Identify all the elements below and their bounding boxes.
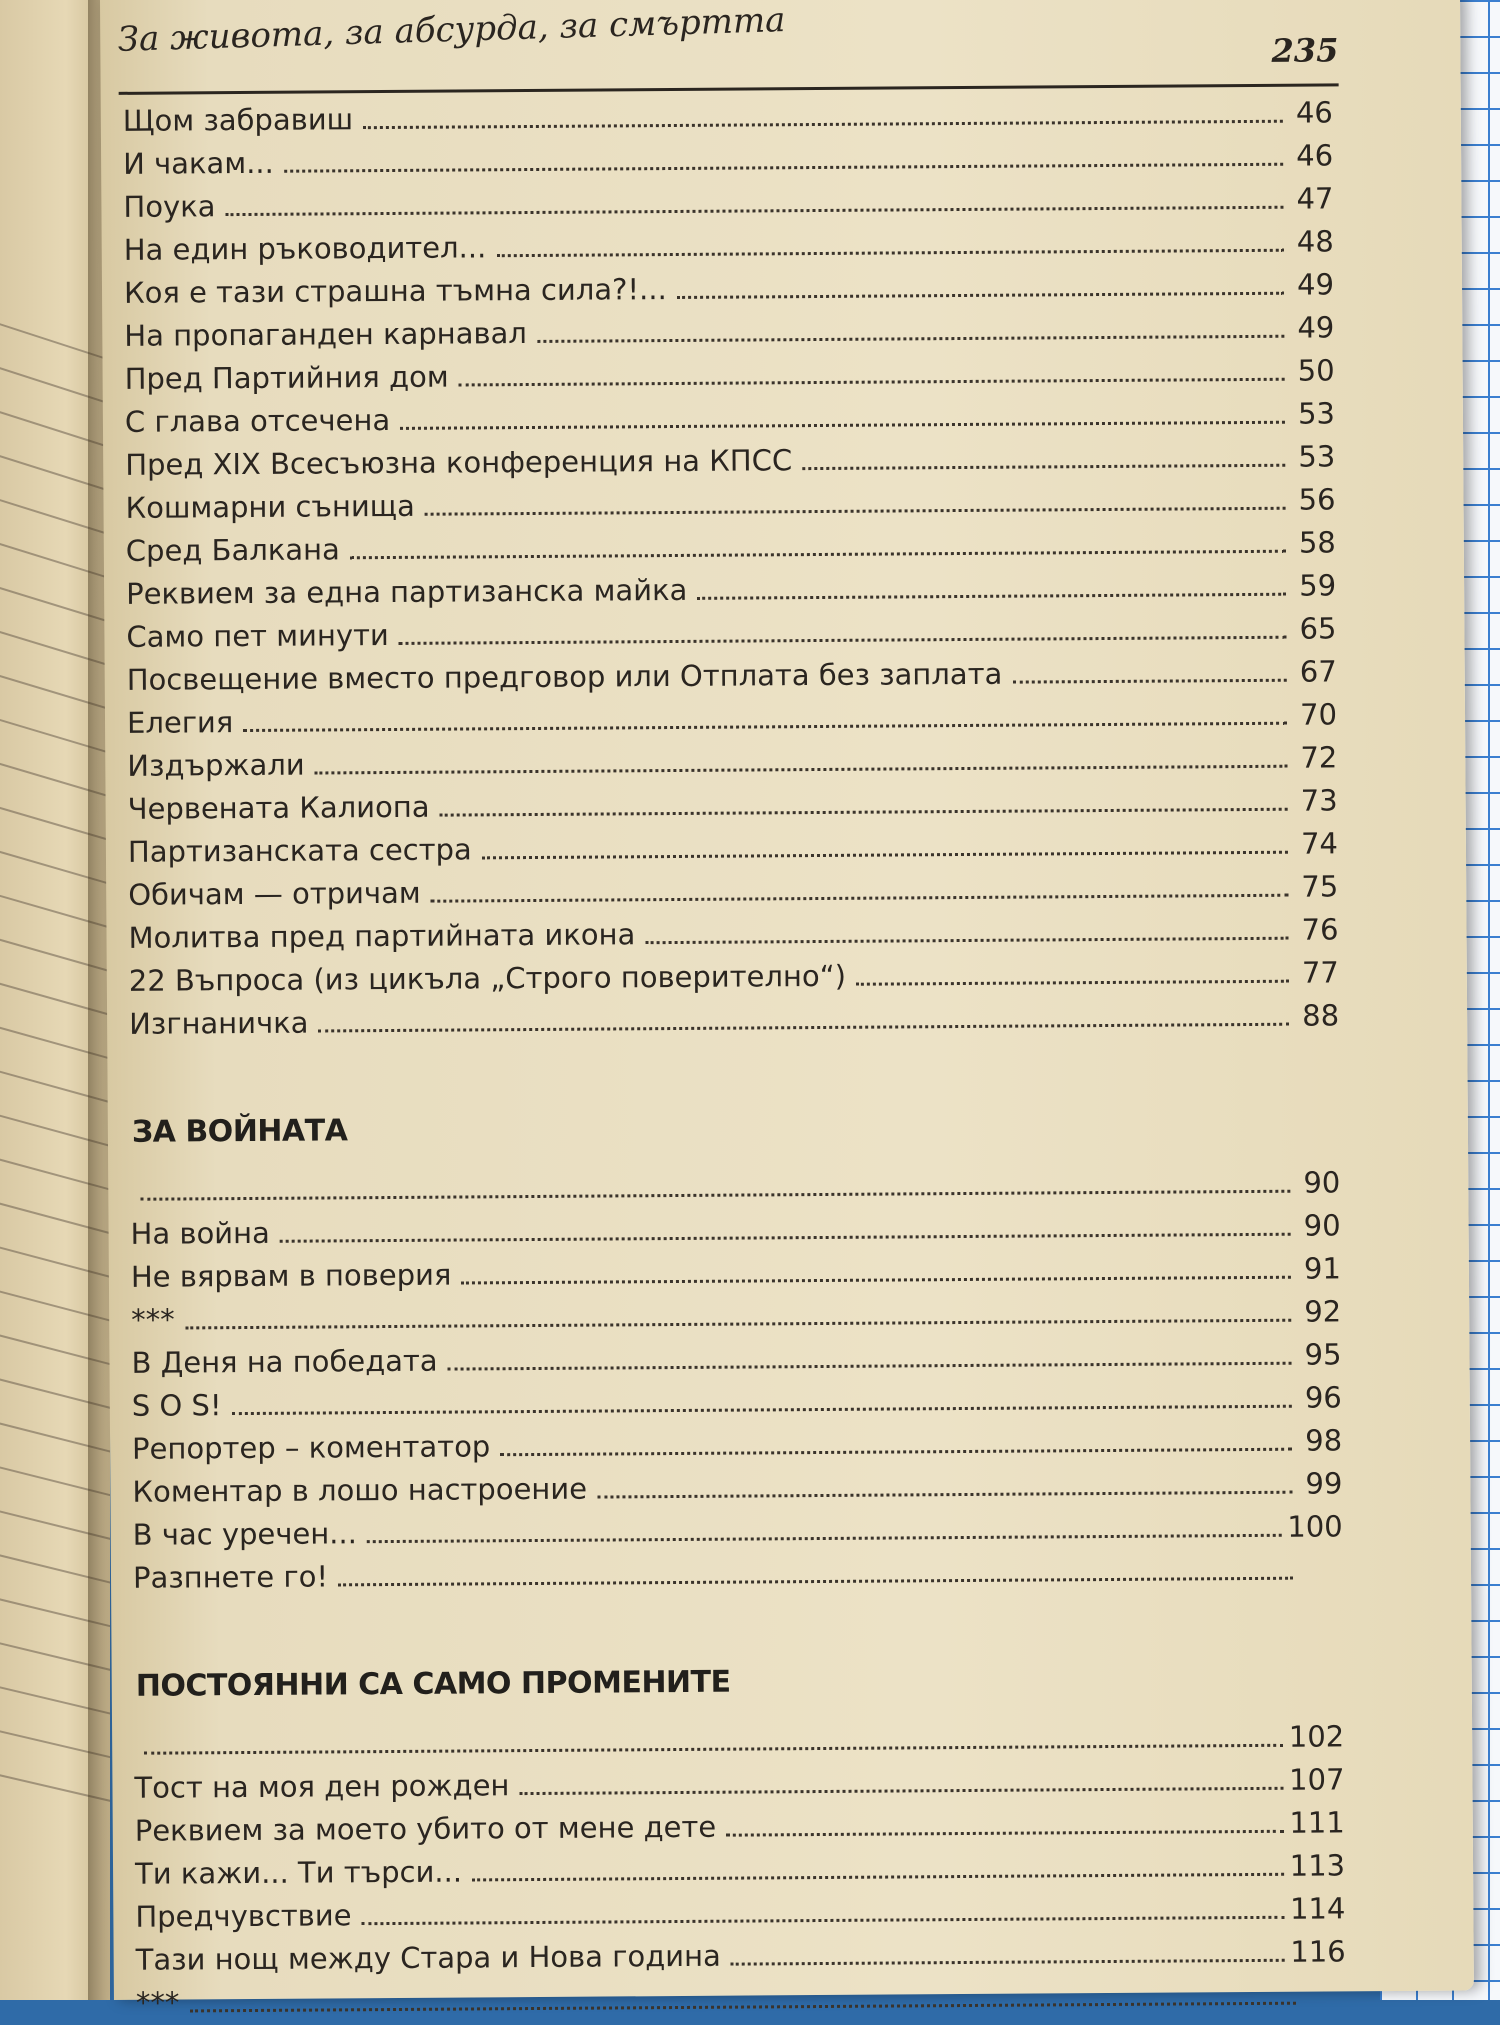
toc-entry-page: 65 (1286, 607, 1336, 650)
toc-entry-page: 47 (1283, 177, 1333, 220)
toc-entry-title: Червената Калиопа (128, 786, 440, 831)
toc-entry-title: Коя е тази страшна тъмна сила?!... (124, 268, 677, 315)
toc-entry-page: 49 (1284, 263, 1334, 306)
toc-entry-page: 53 (1285, 435, 1335, 478)
toc-entry-page: 98 (1292, 1419, 1342, 1462)
dot-leader (482, 851, 1288, 860)
dot-leader (338, 1577, 1293, 1587)
toc-entry-title: Обичам — отричам (128, 872, 431, 917)
dot-leader (597, 1491, 1292, 1499)
page-number: 235 (1271, 31, 1338, 69)
toc-entry-page: 114 (1284, 1887, 1346, 1930)
toc-entry-page: 95 (1291, 1333, 1341, 1376)
dot-leader (140, 1190, 1290, 1201)
dot-leader (400, 421, 1285, 430)
toc-entry-page: 90 (1290, 1161, 1340, 1204)
toc-entry-title: Тази нощ между Стара и Нова година (136, 1935, 731, 1982)
dot-leader (856, 980, 1289, 986)
toc-entry-page: 91 (1291, 1247, 1341, 1290)
toc-entry-page: 48 (1284, 220, 1334, 263)
dot-leader (448, 1362, 1292, 1371)
toc-entry-title: Сред Балкана (126, 528, 350, 573)
toc-entry-title: Поука (123, 185, 225, 229)
toc-entry-title: Не вярвам в поверия (131, 1254, 462, 1299)
dot-leader (431, 894, 1289, 903)
book-page (100, 0, 1474, 2000)
dot-leader (144, 1744, 1283, 1755)
toc-entry-title: Реквием за моето убито от мене дете (135, 1806, 727, 1853)
toc-entry-title: Кошмарни сънища (125, 485, 425, 530)
dot-leader (399, 636, 1287, 645)
toc-entry-title: Ти кажи... Ти търси... (135, 1850, 472, 1895)
dot-leader (284, 163, 1283, 173)
toc-entry-title: Само пет минути (126, 614, 399, 659)
toc-entry-page: 77 (1289, 951, 1339, 994)
toc-entry-page: 96 (1292, 1376, 1342, 1419)
toc-entry-title: S O S! (132, 1384, 232, 1428)
toc-entry-page: 102 (1283, 1715, 1345, 1758)
dot-leader (472, 1873, 1284, 1882)
dot-leader (726, 1830, 1283, 1837)
toc-entry-page: 59 (1286, 564, 1336, 607)
toc-entry-title: *** (136, 1981, 190, 2024)
dot-leader (496, 249, 1283, 257)
toc-entry-title: Посвещение вместо предговор или Отплата без заплата (127, 653, 1013, 702)
toc-entry-page: 49 (1284, 306, 1334, 349)
dot-leader (645, 937, 1288, 944)
dot-leader (500, 1448, 1292, 1457)
toc-entry-title: С глава отсечена (125, 399, 401, 444)
dot-leader (519, 1787, 1283, 1795)
toc-entry (136, 1973, 1346, 2024)
dot-leader (461, 1276, 1291, 1285)
toc-entry-title: Щом забравиш (123, 98, 364, 143)
dot-leader (537, 335, 1284, 343)
dot-leader (319, 1023, 1290, 1033)
toc-entry-title: *** (131, 1298, 185, 1341)
toc-entry-title: В Деня на победата (131, 1340, 447, 1385)
toc-entry-title: Коментар в лошо настроение (132, 1468, 597, 1514)
toc-entry-page: 111 (1283, 1801, 1345, 1844)
toc-entry-title: Издържали (127, 744, 315, 788)
toc-entry-title: На един ръководител... (124, 226, 497, 272)
toc-entry-page: 46 (1283, 134, 1333, 177)
dot-leader (731, 1959, 1285, 1966)
section-heading: ПОСТОЯННИ СА САМО ПРОМЕНИТЕ (133, 1623, 1344, 1723)
toc-entry-title: Елегия (127, 701, 244, 745)
dot-leader (232, 1405, 1292, 1415)
toc-entry-page: 116 (1284, 1930, 1346, 1973)
dot-leader (802, 464, 1285, 470)
dot-leader (190, 2002, 1296, 2013)
toc-entry-page: 56 (1285, 478, 1335, 521)
toc-entry-title: Изгнаничка (129, 1002, 319, 1046)
dot-leader (459, 378, 1285, 387)
running-header-title: За живота, за абсурда, за смъртта (117, 0, 786, 60)
toc-entry-page: 50 (1284, 349, 1334, 392)
toc-entry-page: 99 (1292, 1462, 1342, 1505)
dot-leader (243, 722, 1287, 732)
toc-entry-page: 46 (1283, 91, 1333, 134)
toc-entry-title: На война (130, 1212, 280, 1256)
toc-entry-page: 75 (1288, 865, 1338, 908)
toc-entry-page: 113 (1284, 1844, 1346, 1887)
toc-entry-title: Предчувствие (135, 1894, 361, 1939)
dot-leader (225, 206, 1283, 216)
dot-leader (425, 507, 1286, 516)
dot-leader (697, 593, 1286, 600)
toc-entry-page: 53 (1285, 392, 1335, 435)
toc-entry-title: Разпнете го! (133, 1555, 338, 1599)
toc-entry-title: Пред Партийния дом (124, 356, 458, 401)
toc-entry-page: 100 (1281, 1505, 1343, 1548)
toc-entry-title: В час уречен... (133, 1512, 367, 1557)
toc-entry-page: 76 (1288, 908, 1338, 951)
dot-leader (440, 808, 1288, 817)
table-of-contents (123, 91, 1346, 2024)
section-heading: ЗА ВОЙНАТА (130, 1069, 1341, 1169)
toc-entry-page: 74 (1288, 822, 1338, 865)
toc-entry-page: 70 (1287, 693, 1337, 736)
toc-entry-page: 92 (1291, 1290, 1341, 1333)
dot-leader (280, 1233, 1291, 1243)
toc-entry-page: 58 (1286, 521, 1336, 564)
toc-entry-title: Молитва пред партийната икона (128, 913, 645, 960)
dot-leader (315, 765, 1288, 775)
toc-entry-title: 22 Въпроса (из цикъла „Строго поверително“) (129, 955, 856, 1003)
toc-entry-page: 88 (1289, 994, 1339, 1037)
dot-leader (185, 1319, 1291, 1330)
toc-entry-title: Реквием за една партизанска майка (126, 569, 698, 616)
dot-leader (677, 292, 1284, 299)
dot-leader (362, 1916, 1285, 1925)
dot-leader (367, 1534, 1281, 1543)
toc-entry-title: Партизанската сестра (128, 828, 482, 873)
toc-entry-title: И чакам... (123, 142, 284, 186)
dot-leader (350, 550, 1286, 560)
toc-entry-title: Пред XIX Всесъюзна конференция на КПСС (125, 439, 802, 487)
dot-leader (1012, 679, 1286, 684)
toc-entry-page: 72 (1287, 736, 1337, 779)
toc-entry-page: 90 (1290, 1204, 1340, 1247)
running-header (118, 5, 1339, 95)
toc-entry-page: 73 (1287, 779, 1337, 822)
toc-entry-page: 107 (1283, 1758, 1345, 1801)
toc-entry-page: 67 (1287, 650, 1337, 693)
toc-entry-title: На пропаганден карнавал (124, 312, 537, 358)
dot-leader (363, 120, 1283, 129)
toc-entry-title: Тост на моя ден рожден (134, 1764, 519, 1810)
toc-entry-title: Репортер – коментатор (132, 1425, 500, 1471)
